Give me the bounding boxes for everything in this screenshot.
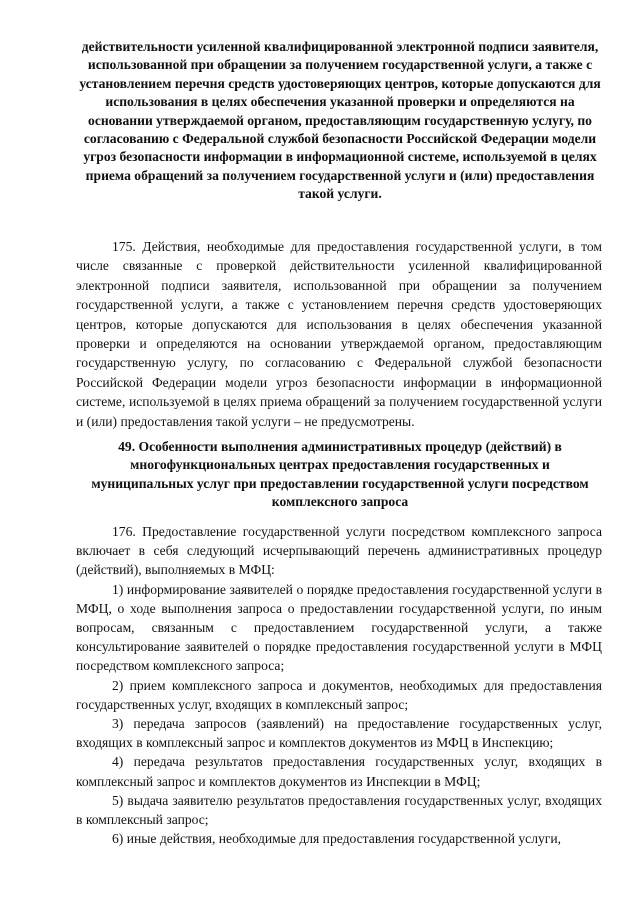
section-49-heading: 49. Особенности выполнения административных процедур (действий) в многофункциональных центрах предоставления государственных и муниципальных услуг при предоставлении государственной услуги посредством комплексного запроса [91,439,589,510]
list-item: 3) передача запросов (заявлений) на предоставление государственных услуг, входящих в комплексный запрос и комплектов документов из МФЦ в Инспекцию; [76,716,602,751]
list-item: 4) передача результатов предоставления государственных услуг, входящих в комплексный запрос и комплектов документов из Инспекции в МФЦ; [76,754,602,789]
paragraph-176-intro: 176. Предоставление государственной услуги посредством комплексного запроса включает в себя следующий исчерпывающий перечень административных процедур (действий), выполняемых в МФЦ: [76,524,602,578]
section-48-heading-continuation: действительности усиленной квалифицированной электронной подписи заявителя, использованной при обращении за получением государственной услуги, а также с установлением перечня средств удостоверяющих центров, которые допускаются для использования в целях обеспечения указанной проверки и определяются на основании утверждаемой органом, предоставляющим государственную услугу, по согласованию с Федеральной службой безопасности Российской Федерации модели угроз безопасности информации в информационной системе, используемой в целях приема обращений за получением государственной услуги и (или) предоставления такой услуги. [79,39,601,202]
paragraph-175: 175. Действия, необходимые для предоставления государственной услуги, в том числе связанные с проверкой действительности усиленной квалифицированной электронной подписи заявителя, использованной при обращении за получением государственной услуги, а также с установлением перечня средств удостоверяющих центров, которые допускаются для использования в целях обеспечения указанной проверки и определяются на основании утверждаемой органом, предоставляющим государственную услугу, по согласованию с Федеральной службой безопасности Российской Федерации модели угроз безопасности информации в информационной системе, используемой в целях приема обращений за получением государственной услуги и (или) предоставления такой услуги – не предусмотрены. [76,239,602,429]
list-item: 5) выдача заявителю результатов предоставления государственных услуг, входящих в комплексный запрос; [76,792,602,828]
list-item: 2) прием комплексного запроса и документов, необходимых для предоставления государственных услуг, входящих в комплексный запрос; [76,677,602,712]
list-item: 6) иные действия, необходимые для предоставления государственной услуги, [112,831,562,847]
paragraph-176-block [76,522,602,848]
list-item: 1) информирование заявителей о порядке предоставления государственной услуги в МФЦ, о ходе выполнения запроса о предоставлении государственной услуги, по иным вопросам, связанным с предоставлением государственной услуги, а также консультирование заявителей о порядке предоставления государственной услуги в МФЦ посредством комплексного запроса; [76,581,602,674]
